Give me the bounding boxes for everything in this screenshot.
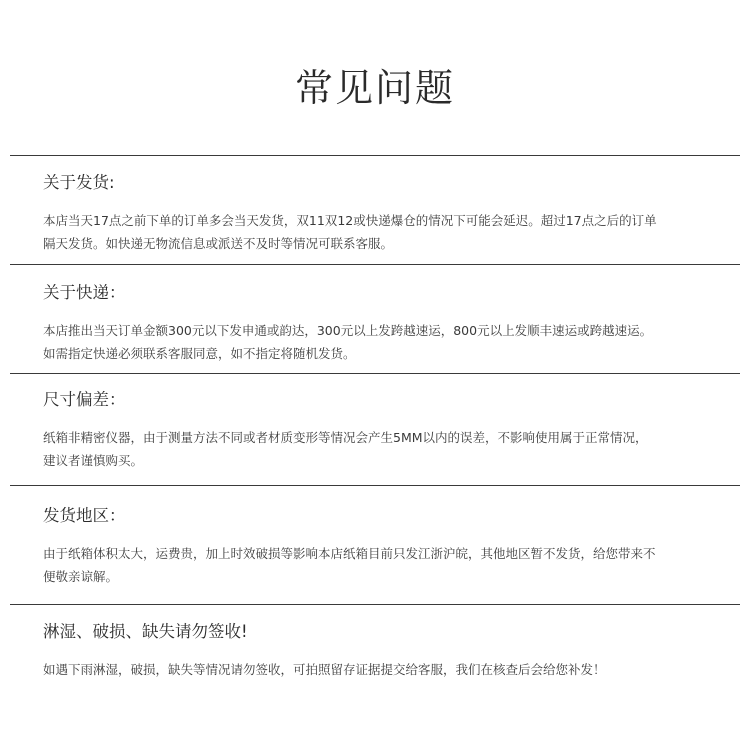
faq-answer-line: 纸箱非精密仪器，由于测量方法不同或者材质变形等情况会产生5MM以内的误差，不影响使用属于正常情况， [43,430,648,445]
faq-section-courier [43,282,723,365]
faq-heading: 淋湿、破损、缺失请勿签收! [43,622,248,641]
faq-heading: 关于快递： [43,283,126,302]
faq-answer-line: 隔天发货。如快递无物流信息或派送不及时等情况可联系客服。 [43,236,394,251]
divider [10,264,740,265]
page-title: 常见问题 [294,66,455,110]
faq-heading: 发货地区： [43,506,126,525]
faq-section-size-deviation [43,389,723,472]
divider [10,373,740,374]
divider [10,485,740,486]
faq-answer [43,209,723,255]
faq-answer [43,319,723,365]
faq-section-shipping-region [43,505,723,588]
faq-section-damage [43,621,723,681]
faq-answer-line: 如需指定快递必须联系客服同意，如不指定将随机发货。 [43,346,356,361]
faq-answer [43,426,723,472]
faq-answer-line: 本店当天17点之前下单的订单多会当天发货，双11双12或快递爆仓的情况下可能会延迟。超过17点之后的订单 [43,213,657,228]
faq-answer-line: 本店推出当天订单金额300元以下发申通或韵达，300元以上发跨越速运，800元以上发顺丰速运或跨越速运。 [43,323,653,338]
faq-section-shipping [43,172,723,255]
faq-answer [43,658,723,681]
divider [10,604,740,605]
divider [10,155,740,156]
faq-heading: 关于发货: [43,173,115,192]
faq-answer-line: 如遇下雨淋湿，破损，缺失等情况请勿签收，可拍照留存证据提交给客服，我们在核查后会给您补发！ [43,662,606,677]
faq-answer [43,542,723,588]
faq-answer-line: 建议者谨慎购买。 [43,453,144,468]
faq-heading: 尺寸偏差： [43,390,126,409]
faq-answer-line: 由于纸箱体积太大，运费贵，加上时效破损等影响本店纸箱目前只发江浙沪皖，其他地区暂不发货，给您带来不 [43,546,656,561]
faq-answer-line: 便敬亲谅解。 [43,569,119,584]
